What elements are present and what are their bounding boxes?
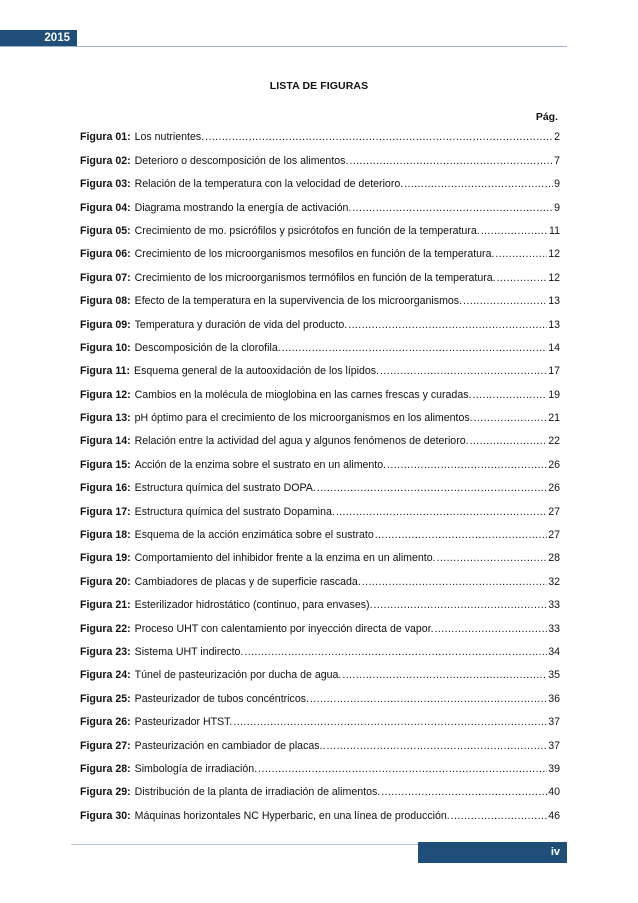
page-column-label: Pág.: [535, 111, 558, 123]
figure-number: Figura 13:: [80, 412, 131, 425]
figure-entry[interactable]: [80, 659, 560, 682]
figure-caption: Estructura química del sustrato Dopamina.: [134, 505, 335, 518]
page-number-badge: iv: [418, 842, 567, 863]
figure-number: Figura 21:: [80, 599, 131, 612]
figure-caption: Túnel de pasteurización por ducha de agua.: [134, 669, 342, 682]
dot-leader: [494, 248, 547, 261]
figure-caption: Comportamiento del inhibidor frente a la enzima en un alimento.: [134, 552, 436, 565]
figure-number: Figura 19:: [80, 552, 131, 565]
dot-leader: [204, 131, 553, 144]
figure-page-number: 27: [548, 505, 560, 518]
figure-page-number: 33: [548, 622, 560, 635]
figure-entry[interactable]: [80, 378, 560, 401]
figure-entry[interactable]: [80, 776, 560, 799]
figure-page-number: 46: [548, 809, 560, 822]
figure-entry[interactable]: [80, 285, 560, 308]
figure-number: Figura 24:: [80, 669, 131, 682]
figure-page-number: 13: [548, 318, 560, 331]
figure-number: Figura 03:: [80, 178, 131, 191]
figure-number: Figura 05:: [80, 224, 131, 237]
figure-caption: Proceso UHT con calentamiento por inyección directa de vapor.: [134, 622, 434, 635]
figure-number: Figura 10:: [80, 341, 131, 354]
figure-number: Figura 23:: [80, 645, 131, 658]
figure-entry[interactable]: [80, 706, 560, 729]
dot-leader: [496, 272, 548, 285]
figure-number: Figura 08:: [80, 295, 131, 308]
dot-leader: [374, 529, 547, 542]
figure-page-number: 34: [548, 645, 560, 658]
figure-number: Figura 22:: [80, 622, 131, 635]
dot-leader: [243, 646, 547, 659]
figure-caption: Esquema de la acción enzimática sobre el sustrato: [134, 529, 374, 542]
figure-number: Figura 16:: [80, 482, 131, 495]
dot-leader: [281, 342, 548, 355]
figure-entry[interactable]: [80, 519, 560, 542]
figure-caption: Pasteurizador HTST.: [134, 716, 233, 729]
figure-caption: Diagrama mostrando la energía de activación.: [134, 201, 352, 214]
figure-entry[interactable]: [80, 612, 560, 635]
figure-number: Figura 01:: [80, 131, 131, 144]
figure-caption: Relación de la temperatura con la velocidad de deterioro.: [134, 178, 404, 191]
figure-page-number: 35: [548, 669, 560, 682]
figure-page-number: 40: [548, 786, 560, 799]
figure-entry[interactable]: [80, 191, 560, 214]
figure-entry[interactable]: [80, 215, 560, 238]
figure-caption: pH óptimo para el crecimiento de los microorganismos en los alimentos.: [134, 412, 473, 425]
dot-leader: [373, 599, 548, 612]
dot-leader: [473, 412, 548, 425]
figure-number: Figura 07:: [80, 271, 131, 284]
header-divider: [0, 46, 567, 47]
figure-entry[interactable]: [80, 355, 560, 378]
dot-leader: [462, 295, 547, 308]
figure-caption: Distribución de la planta de irradiación de alimentos.: [134, 786, 381, 799]
figure-entry[interactable]: [80, 495, 560, 518]
figure-page-number: 37: [548, 739, 560, 752]
figure-caption: Relación entre la actividad del agua y algunos fenómenos de deterioro.: [134, 435, 469, 448]
figure-entry[interactable]: [80, 472, 560, 495]
figure-page-number: 12: [548, 248, 560, 261]
figure-caption: Pasteurizador de tubos concéntricos.: [134, 692, 309, 705]
figure-number: Figura 09:: [80, 318, 131, 331]
dot-leader: [341, 669, 547, 682]
figure-caption: Cambios en la molécula de mioglobina en las carnes frescas y curadas.: [134, 388, 472, 401]
dot-leader: [403, 178, 553, 191]
figure-number: Figura 20:: [80, 575, 131, 588]
dot-leader: [480, 225, 548, 238]
figure-number: Figura 15:: [80, 458, 131, 471]
figure-page-number: 14: [548, 341, 560, 354]
figure-number: Figura 04:: [80, 201, 131, 214]
figure-entry[interactable]: [80, 753, 560, 776]
figure-entry[interactable]: [80, 402, 560, 425]
figure-entry[interactable]: [80, 425, 560, 448]
figure-caption: Efecto de la temperatura en la supervivencia de los microorganismos.: [134, 295, 463, 308]
dot-leader: [316, 482, 547, 495]
figure-page-number: 36: [548, 692, 560, 705]
figure-page-number: 13: [548, 295, 560, 308]
dot-leader: [471, 389, 547, 402]
dot-leader: [347, 319, 547, 332]
figure-page-number: 11: [549, 224, 560, 237]
figure-page-number: 39: [548, 762, 560, 775]
figure-page-number: 12: [548, 271, 560, 284]
figure-caption: Estructura química del sustrato DOPA.: [134, 482, 316, 495]
figure-entry[interactable]: [80, 448, 560, 471]
figure-entry[interactable]: [80, 261, 560, 284]
dot-leader: [380, 786, 547, 799]
figure-number: Figura 14:: [80, 435, 131, 448]
figure-list: [80, 121, 560, 823]
figure-entry[interactable]: [80, 589, 560, 612]
figure-entry[interactable]: [80, 682, 560, 705]
figure-entry[interactable]: [80, 238, 560, 261]
figure-number: Figura 02:: [80, 154, 131, 167]
figure-caption: Cambiadores de placas y de superficie rascada.: [134, 575, 361, 588]
figure-entry[interactable]: [80, 729, 560, 752]
dot-leader: [379, 365, 547, 378]
figure-page-number: 32: [548, 575, 560, 588]
figure-caption: Crecimiento de los microorganismos mesofilos en función de la temperatura.: [134, 248, 495, 261]
figure-page-number: 21: [548, 412, 560, 425]
figure-number: Figura 17:: [80, 505, 131, 518]
figure-page-number: 27: [548, 529, 560, 542]
figure-page-number: 7: [554, 154, 560, 167]
figure-page-number: 19: [548, 388, 560, 401]
figure-number: Figura 18:: [80, 529, 131, 542]
dot-leader: [361, 576, 547, 589]
dot-leader: [232, 716, 547, 729]
dot-leader: [436, 552, 548, 565]
figure-caption: Pasteurización en cambiador de placas..: [134, 739, 326, 752]
figure-caption: Esterilizador hidrostático (continuo, para envases).: [134, 599, 373, 612]
dot-leader: [335, 506, 547, 519]
figure-caption: Los nutrientes.: [134, 131, 205, 144]
figure-number: Figura 28:: [80, 762, 131, 775]
dot-leader: [469, 435, 548, 448]
figure-caption: Acción de la enzima sobre el sustrato en un alimento.: [134, 458, 387, 471]
figure-entry[interactable]: [80, 542, 560, 565]
figure-page-number: 37: [548, 716, 560, 729]
figure-caption: Esquema general de la autooxidación de los lípidos.: [134, 365, 380, 378]
figure-page-number: 33: [548, 599, 560, 612]
figure-page-number: 9: [554, 201, 560, 214]
figure-caption: Temperatura y duración de vida del producto.: [134, 318, 348, 331]
figure-entry[interactable]: [80, 144, 560, 167]
figure-page-number: 26: [548, 458, 560, 471]
figure-caption: Máquinas horizontales NC Hyperbaric, en una línea de producción.: [134, 809, 450, 822]
figure-entry[interactable]: [80, 799, 560, 822]
figure-number: Figura 30:: [80, 809, 131, 822]
figure-entry[interactable]: [80, 168, 560, 191]
figure-page-number: 2: [554, 131, 560, 144]
figure-caption: Crecimiento de mo. psicrófilos y psicrótofos en función de la temperatura.: [134, 224, 480, 237]
dot-leader: [309, 693, 547, 706]
dot-leader: [434, 623, 548, 636]
figure-entry[interactable]: [80, 308, 560, 331]
figure-entry[interactable]: [80, 121, 560, 144]
page-title: LISTA DE FIGURAS: [269, 80, 369, 92]
dot-leader: [325, 740, 547, 753]
figure-page-number: 22: [548, 435, 560, 448]
dot-leader: [351, 202, 553, 215]
figure-number: Figura 12:: [80, 388, 131, 401]
figure-caption: Sistema UHT indirecto.: [134, 645, 244, 658]
figure-number: Figura 11:: [80, 365, 131, 378]
figure-caption: Descomposición de la clorofila.: [134, 341, 281, 354]
year-badge: 2015: [0, 30, 77, 47]
figure-page-number: 26: [548, 482, 560, 495]
figure-page-number: 28: [548, 552, 560, 565]
figure-number: Figura 06:: [80, 248, 131, 261]
dot-leader: [386, 459, 547, 472]
figure-entry[interactable]: [80, 565, 560, 588]
figure-caption: Crecimiento de los microorganismos termófilos en función de la temperatura.: [134, 271, 496, 284]
figure-page-number: 9: [554, 178, 560, 191]
dot-leader: [257, 763, 547, 776]
figure-caption: Simbología de irradiación.: [134, 762, 258, 775]
dot-leader: [450, 810, 548, 823]
dot-leader: [348, 155, 553, 168]
figure-number: Figura 26:: [80, 716, 131, 729]
figure-entry[interactable]: [80, 636, 560, 659]
figure-page-number: 17: [548, 365, 560, 378]
figure-number: Figura 27:: [80, 739, 131, 752]
figure-caption: Deterioro o descomposición de los alimentos.: [134, 154, 349, 167]
figure-number: Figura 29:: [80, 786, 131, 799]
figure-number: Figura 25:: [80, 692, 131, 705]
figure-entry[interactable]: [80, 332, 560, 355]
